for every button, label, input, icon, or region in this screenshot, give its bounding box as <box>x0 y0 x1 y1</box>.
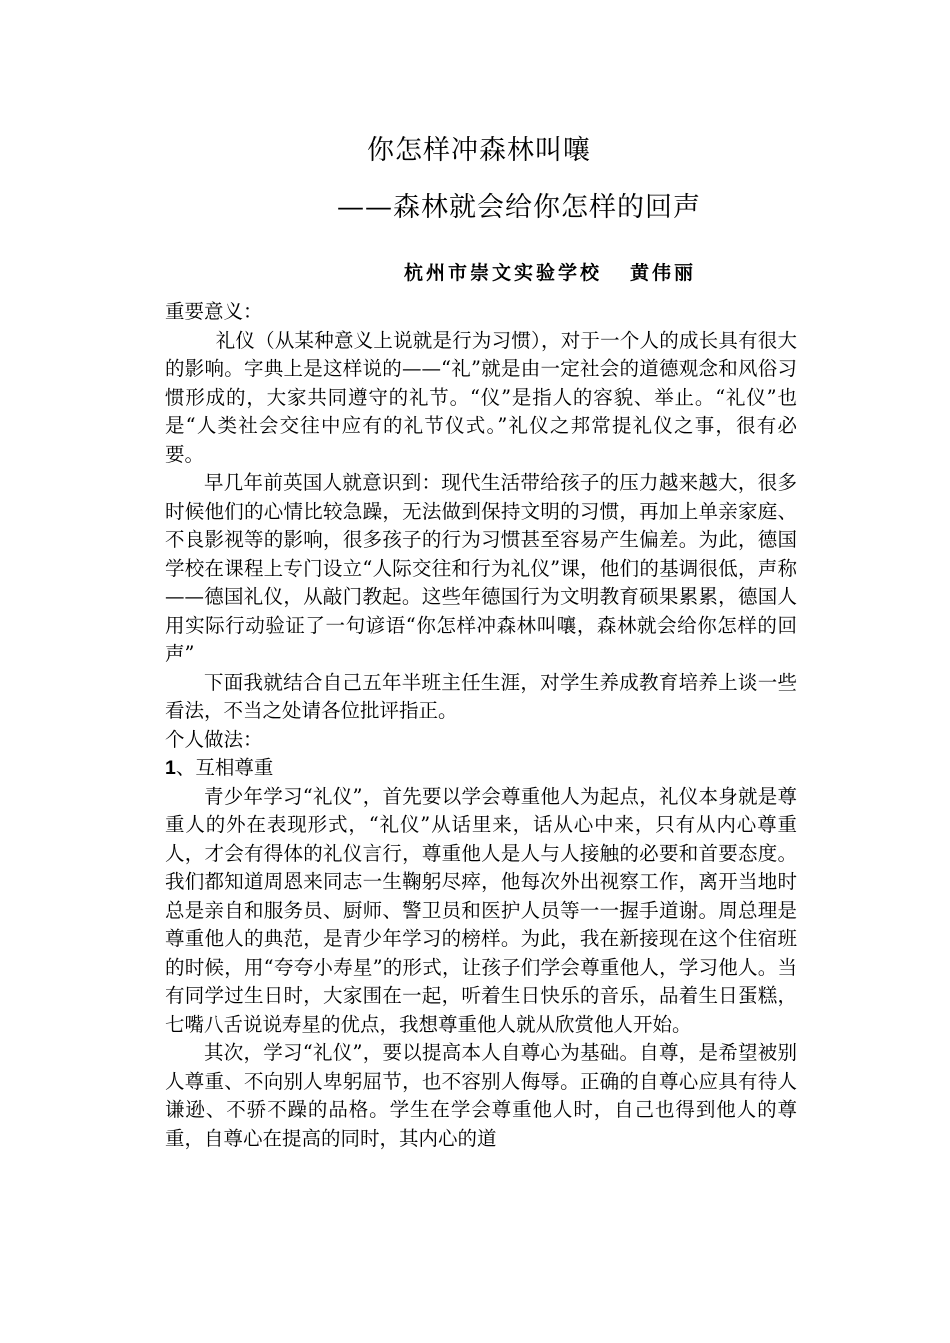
document-title: 你怎样冲森林叫嚷 <box>367 135 591 166</box>
author-name: 黄伟丽 <box>630 262 697 284</box>
significance-heading: 重要意义： <box>165 300 263 323</box>
document-subtitle: ——森林就会给你怎样的回声 <box>337 192 701 223</box>
section-heading-1 <box>165 754 797 783</box>
section-number: 1 <box>165 757 176 779</box>
school-name: 杭州市崇文实验学校 <box>404 262 603 284</box>
paragraph: 下面我就结合自己五年半班主任生涯，对学生养成教育培养上谈一些看法，不当之处请各位批评指正。 <box>165 670 797 722</box>
paragraph: 礼仪（从某种意义上说就是行为习惯），对于一个人的成长具有很大的影响。字典上是这样说的——“礼”就是由一定社会的道德观念和风俗习惯形成的，大家共同遵守的礼节。“仪”是指人的容貌、举止。“礼仪”也是“人类社会交往中应有的礼节仪式。”礼仪之邦常提礼仪之事，很有必要。 <box>165 328 797 466</box>
document-body <box>165 298 797 1153</box>
paragraph: 青少年学习“礼仪”，首先要以学会尊重他人为起点，礼仪本身就是尊重人的外在表现形式，“礼仪”从话里来，话从心中来，只有从内心尊重人，才会有得体的礼仪言行，尊重他人是人与人接触的必要和首要态度。我们都知道周恩来同志一生鞠躬尽瘁，他每次外出视察工作，离开当地时总是亲自和服务员、厨师、警卫员和医护人员等一一握手道谢。周总理是尊重他人的典范，是青少年学习的榜样。为此，我在新接现在这个住宿班的时候，用“夸夸小寿星”的形式，让孩子们学会尊重他人，学习他人。当有同学过生日时，大家围在一起，听着生日快乐的音乐，品着生日蛋糕，七嘴八舌说说寿星的优点，我想尊重他人就从欣赏他人开始。 <box>165 784 797 1036</box>
paragraph: 其次，学习“礼仪”，要以提高本人自尊心为基础。自尊，是希望被别人尊重、不向别人卑躬屈节，也不容别人侮辱。正确的自尊心应具有待人谦逊、不骄不躁的品格。学生在学会尊重他人时，自己也得到他人的尊重，自尊心在提高的同时，其内心的道 <box>165 1041 797 1150</box>
section-title: 、互相尊重 <box>175 756 274 779</box>
byline <box>404 259 696 287</box>
practice-heading: 个人做法： <box>165 727 263 751</box>
paragraph: 早几年前英国人就意识到：现代生活带给孩子的压力越来越大，很多时候他们的心情比较急躁，无法做到保持文明的习惯，再加上单亲家庭、不良影视等的影响，很多孩子的行为习惯甚至容易产生偏差。为此，德国学校在课程上专门设立“人际交往和行为礼仪”课，他们的基调很低，声称——德国礼仪，从敲门教起。这些年德国行为文明教育硕果累累，德国人用实际行动验证了一句谚语“你怎样冲森林叫嚷，森林就会给你怎样的回声” <box>165 471 797 665</box>
